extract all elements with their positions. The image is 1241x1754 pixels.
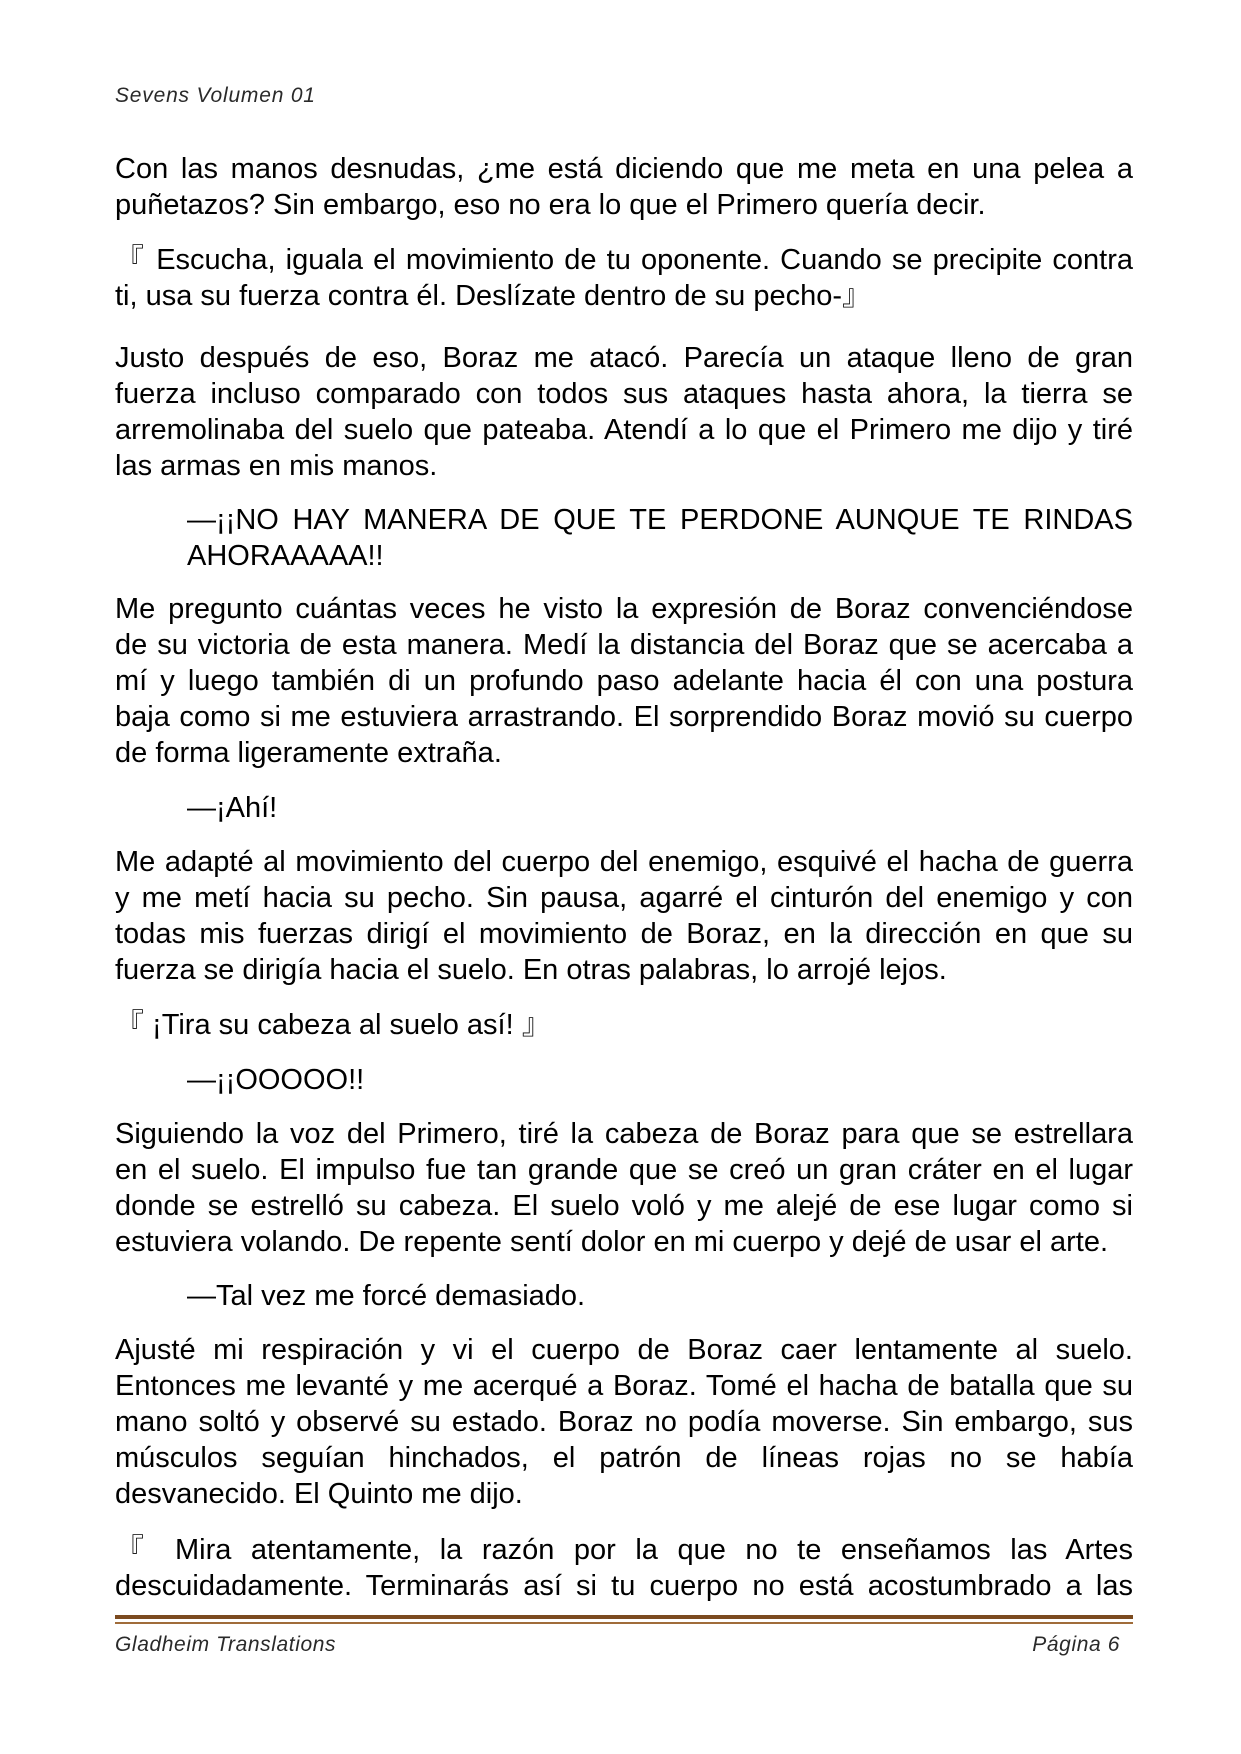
text-line: Me pregunto cuántas veces he visto la expresión de Boraz convenciéndose	[115, 593, 1133, 625]
paragraph	[115, 1116, 1133, 1260]
page-number: Página 6	[1032, 1633, 1120, 1656]
dialogue-paragraph	[187, 1278, 1133, 1314]
quoted-voice-paragraph	[115, 242, 1133, 314]
dialogue-paragraph	[187, 790, 1133, 826]
paragraph	[115, 340, 1133, 484]
text-line: Justo después de eso, Boraz me atacó. Parecía un ataque lleno de gran	[115, 342, 1133, 374]
text-line: estuviera volando. De repente sentí dolor en mi cuerpo y dejé de usar el arte.	[115, 1226, 1109, 1258]
text-line: ti, usa su fuerza contra él. Deslízate dentro de su pecho-』	[115, 280, 872, 312]
quoted-voice-paragraph	[115, 1007, 1133, 1043]
text-line: 『 ¡Tira su cabeza al suelo así! 』	[115, 1009, 551, 1041]
running-header: Sevens Volumen 01	[115, 84, 316, 107]
text-line: músculos seguían hinchados, el patrón de líneas rojas no se había	[115, 1442, 1133, 1474]
paragraph	[115, 591, 1133, 771]
dialogue-paragraph	[187, 502, 1133, 574]
text-line: Ajusté mi respiración y vi el cuerpo de Boraz caer lentamente al suelo.	[115, 1334, 1133, 1366]
text-line: Con las manos desnudas, ¿me está diciendo que me meta en una pelea a	[115, 153, 1133, 185]
text-line: 『 Escucha, iguala el movimiento de tu oponente. Cuando se precipite contra	[115, 244, 1133, 276]
text-line: mí y luego también di un profundo paso adelante hacia él con una postura	[115, 665, 1133, 697]
paragraph	[115, 844, 1133, 988]
text-line: —¡¡NO HAY MANERA DE QUE TE PERDONE AUNQUE TE RINDAS	[187, 504, 1133, 536]
text-line: puñetazos? Sin embargo, eso no era lo que el Primero quería decir.	[115, 189, 986, 221]
text-line: en el suelo. El impulso fue tan grande que se creó un gran cráter en el lugar	[115, 1154, 1133, 1186]
text-line: de forma ligeramente extraña.	[115, 737, 502, 769]
text-line: fuerza se dirigía hacia el suelo. En otras palabras, lo arrojé lejos.	[115, 954, 947, 986]
footer-rule	[115, 1622, 1133, 1624]
footer-rule	[115, 1615, 1133, 1619]
quoted-voice-paragraph	[115, 1532, 1133, 1604]
text-line: todas mis fuerzas dirigí el movimiento de Boraz, en la dirección en que su	[115, 918, 1133, 950]
text-line: —¡Ahí!	[187, 792, 278, 824]
text-line: arremolinaba del suelo que pateaba. Atendí a lo que el Primero me dijo y tiré	[115, 414, 1133, 446]
paragraph	[115, 1332, 1133, 1512]
text-line: mano soltó y observé su estado. Boraz no podía moverse. Sin embargo, sus	[115, 1406, 1133, 1438]
paragraph	[115, 151, 1133, 223]
text-line: fuerza incluso comparado con todos sus ataques hasta ahora, la tierra se	[115, 378, 1133, 410]
text-line: y me metí hacia su pecho. Sin pausa, agarré el cinturón del enemigo y con	[115, 882, 1133, 914]
text-line: baja como si me estuviera arrastrando. El sorprendido Boraz movió su cuerpo	[115, 701, 1133, 733]
text-line: desvanecido. El Quinto me dijo.	[115, 1478, 523, 1510]
text-line: 『 Mira atentamente, la razón por la que no te enseñamos las Artes	[115, 1534, 1133, 1566]
text-line: de su victoria de esta manera. Medí la distancia del Boraz que se acercaba a	[115, 629, 1133, 661]
text-line: Entonces me levanté y me acerqué a Boraz. Tomé el hacha de batalla que su	[115, 1370, 1133, 1402]
text-line: descuidadamente. Terminarás así si tu cuerpo no está acostumbrado a las	[115, 1570, 1133, 1602]
text-line: Me adapté al movimiento del cuerpo del enemigo, esquivé el hacha de guerra	[115, 846, 1133, 878]
footer-credit: Gladheim Translations	[115, 1633, 337, 1656]
text-line: AHORAAAAA!!	[187, 540, 384, 572]
text-line: —Tal vez me forcé demasiado.	[187, 1280, 586, 1312]
text-line: donde se estrelló su cabeza. El suelo voló y me alejé de ese lugar como si	[115, 1190, 1133, 1222]
text-line: las armas en mis manos.	[115, 450, 438, 482]
text-line: Siguiendo la voz del Primero, tiré la cabeza de Boraz para que se estrellara	[115, 1118, 1133, 1150]
dialogue-paragraph	[187, 1062, 1133, 1098]
text-line: —¡¡OOOOO!!	[187, 1064, 365, 1096]
